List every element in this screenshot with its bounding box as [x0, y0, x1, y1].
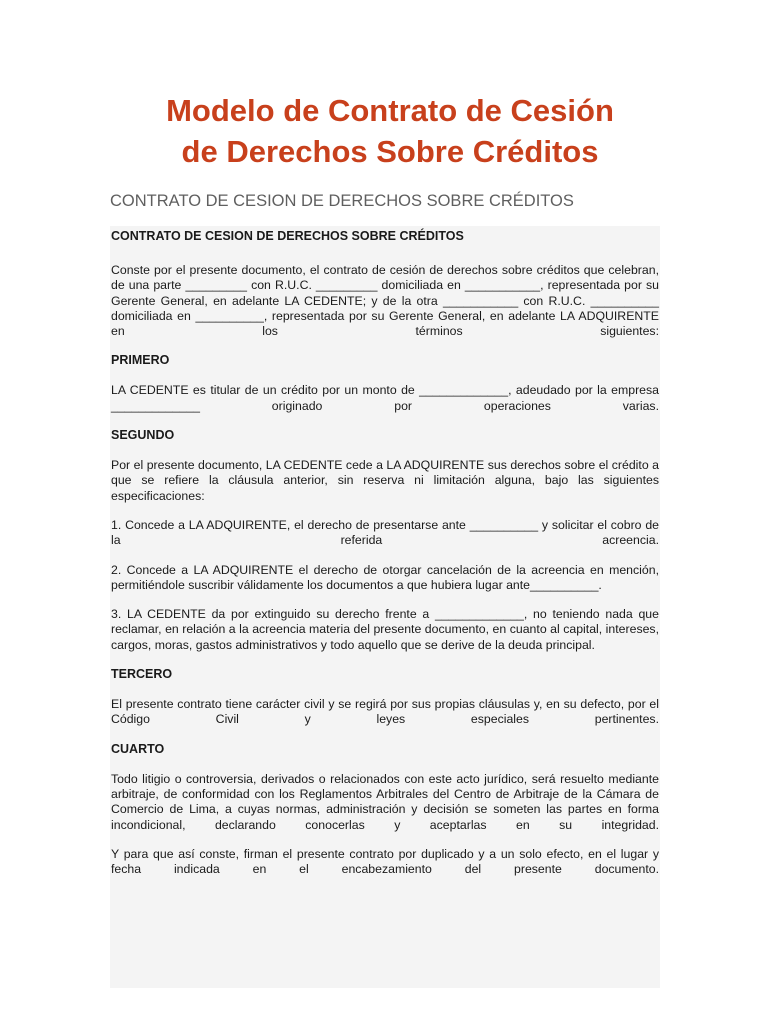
clause-cuarto-text: Todo litigio o controversia, derivados o relacionados con este acto jurídico, será resuelto mediante arbitraje, de conformidad con los Reglamentos Arbitrales del Centro de Arbitraje de la Cámara de Comercio de Lima, a cuyas normas, administración y decisión se someten las partes en forma incondicional, declarando conocerlas y aceptarlas en su integridad.: [111, 771, 659, 832]
clause-primero-heading: PRIMERO: [111, 353, 170, 368]
clause-cuarto-heading: CUARTO: [111, 741, 165, 756]
clause-tercero-text: El presente contrato tiene carácter civil y se regirá por sus propias cláusulas y, en su defecto, por el Código Civil y leyes especiales pertinentes.: [111, 697, 659, 727]
clause-segundo-item-3: 3. LA CEDENTE da por extinguido su derecho frente a _____________, no teniendo nada que reclamar, en relación a la acreencia materia del presente documento, en cuanto al capital, intereses, cargos, moras, gastos administrativos y todo aquello que se derive de la deuda principal.: [111, 607, 659, 652]
page-title-line-1: Modelo de Contrato de Cesión: [166, 93, 614, 128]
clause-primero-text: LA CEDENTE es titular de un crédito por un monto de _____________, adeudado por la empresa _____________ originado por operaciones varias.: [111, 383, 659, 413]
page-title-line-2: de Derechos Sobre Créditos: [181, 134, 599, 169]
clause-segundo-heading: SEGUNDO: [111, 428, 175, 443]
contract-heading: CONTRATO DE CESION DE DERECHOS SOBRE CRÉDITOS: [111, 229, 464, 243]
intro-paragraph: Conste por el presente documento, el contrato de cesión de derechos sobre créditos que celebran, de una parte _________ con R.U.C. _________ domiciliada en ___________, representada por su Gerente General, en adelante LA CEDENTE; y de la otra ___________ con R.U.C. __________ domiciliada en __________, representada por su Gerente General, en adelante LA ADQUIRENTE en los términos siguientes:: [111, 263, 659, 339]
closing-paragraph: Y para que así conste, firman el presente contrato por duplicado y a un solo efecto, en el lugar y fecha indicada en el encabezamiento del presente documento.: [111, 846, 659, 877]
contract-body: [110, 226, 660, 988]
clause-segundo-text: Por el presente documento, LA CEDENTE cede a LA ADQUIRENTE sus derechos sobre el crédito a que se refiere la cláusula anterior, sin reserva ni limitación alguna, bajo las siguientes especificaciones:: [111, 458, 659, 503]
clause-tercero-heading: TERCERO: [111, 667, 173, 682]
clause-segundo-item-2: 2. Concede a LA ADQUIRENTE el derecho de otorgar cancelación de la acreencia en mención, permitiéndole suscribir válidamente los documentos a que hubiera lugar ante__________.: [111, 562, 659, 592]
page-subtitle: CONTRATO DE CESION DE DERECHOS SOBRE CRÉDITOS: [110, 192, 574, 210]
page-title: [110, 90, 670, 172]
clause-segundo-item-1: 1. Concede a LA ADQUIRENTE, el derecho de presentarse ante __________ y solicitar el cobro de la referida acreencia.: [111, 517, 659, 548]
